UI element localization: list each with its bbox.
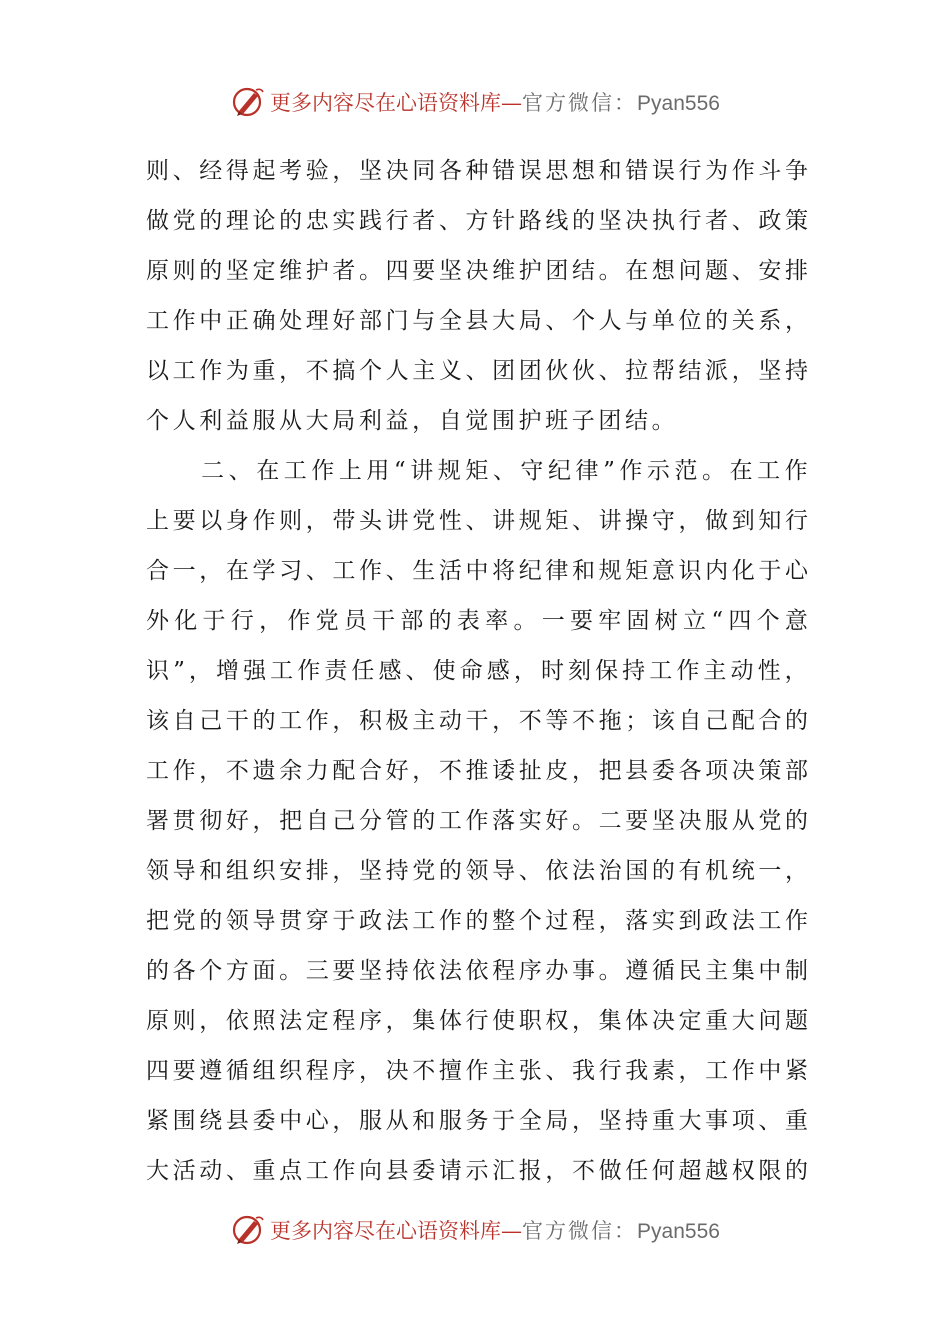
body-line-13: 工 作 ， 不 遗 余 力 配 合 好 ， 不 推 诿 扯 皮 ， 把 县 委 各 项 决 策 部: [146, 758, 808, 784]
pen-logo-icon: [230, 84, 266, 120]
body-line-14: 署 贯 彻 好 ， 把 自 己 分 管 的 工 作 落 实 好 。 二 要 坚 决 服 从 党 的: [146, 808, 808, 834]
body-line-18: 原 则 ， 依 照 法 定 程 序 ， 集 体 行 使 职 权 ， 集 体 决 定 重 大 问 题: [146, 1008, 808, 1034]
body-line-2: 做 党 的 理 论 的 忠 实 践 行 者 、 方 针 路 线 的 坚 决 执 行 者 、 政 策: [146, 208, 808, 234]
body-line-1: 则 、 经 得 起 考 验 ， 坚 决 同 各 种 错 误 思 想 和 错 误 行 为 作 斗 争: [146, 158, 808, 184]
footer-wechat-label: 官方微信：: [522, 1219, 638, 1243]
body-line-21: 大 活 动 、 重 点 工 作 向 县 委 请 示 汇 报 ， 不 做 任 何 超 越 权 限 的: [146, 1158, 808, 1184]
footer-brand-text: 更多内容尽在心语资料库: [270, 1219, 502, 1243]
footer-wechat-id: Pyan556: [637, 1220, 720, 1243]
body-line-19: 四 要 遵 循 组 织 程 序 ， 决 不 擅 作 主 张 、 我 行 我 素 ， 工 作 中 紧: [146, 1058, 808, 1084]
body-line-16: 把 党 的 领 导 贯 穿 于 政 法 工 作 的 整 个 过 程 ， 落 实 到 政 法 工 作: [146, 908, 808, 934]
body-line-15: 领 导 和 组 织 安 排 ， 坚 持 党 的 领 导 、 依 法 治 国 的 有 机 统 一 ，: [146, 858, 808, 884]
header-banner: [0, 80, 950, 124]
footer-banner: [0, 1208, 950, 1252]
header-brand-text: 更多内容尽在心语资料库: [270, 91, 502, 115]
document-body: [146, 146, 808, 1196]
body-line-5: 以 工 作 为 重 ， 不 搞 个 人 主 义 、 团 团 伙 伙 、 拉 帮 结 派 ， 坚 持: [146, 358, 808, 384]
body-line-12: 该 自 己 干 的 工 作 ， 积 极 主 动 干 ， 不 等 不 拖 ； 该 自 己 配 合 的: [146, 708, 808, 734]
header-wechat-id: Pyan556: [637, 92, 720, 115]
body-line-4: 工 作 中 正 确 处 理 好 部 门 与 全 县 大 局 、 个 人 与 单 位 的 关 系 ，: [146, 308, 808, 334]
body-line-3: 原 则 的 坚 定 维 护 者 。 四 要 坚 决 维 护 团 结 。 在 想 问 题 、 安 排: [146, 258, 808, 284]
pen-logo-icon: [230, 1212, 266, 1248]
body-line-8: 上 要 以 身 作 则 ， 带 头 讲 党 性 、 讲 规 矩 、 讲 操 守 ， 做 到 知 行: [146, 508, 808, 534]
header-wechat-label: 官方微信：: [522, 91, 638, 115]
body-line-20: 紧 围 绕 县 委 中 心 ， 服 从 和 服 务 于 全 局 ， 坚 持 重 大 事 项 、 重: [146, 1108, 808, 1134]
body-line-10: 外 化 于 行 ， 作 党 员 干 部 的 表 率 。 一 要 牢 固 树 立 “ 四 个 意: [146, 608, 808, 634]
body-line-6: 个 人 利 益 服 从 大 局 利 益 ， 自 觉 围 护 班 子 团 结 。: [146, 408, 679, 434]
body-line-11: 识 ” ， 增 强 工 作 责 任 感 、 使 命 感 ， 时 刻 保 持 工 作 主 动 性 ，: [146, 658, 808, 684]
footer-dash: —: [501, 1219, 523, 1243]
body-line-9: 合 一 ， 在 学 习 、 工 作 、 生 活 中 将 纪 律 和 规 矩 意 识 内 化 于 心: [146, 558, 808, 584]
body-line-17: 的 各 个 方 面 。 三 要 坚 持 依 法 依 程 序 办 事 。 遵 循 民 主 集 中 制: [146, 958, 808, 984]
header-dash: —: [501, 91, 523, 115]
body-line-7: 二 、 在 工 作 上 用 “ 讲 规 矩 、 守 纪 律 ” 作 示 范 。 在 工 作: [201, 458, 808, 484]
